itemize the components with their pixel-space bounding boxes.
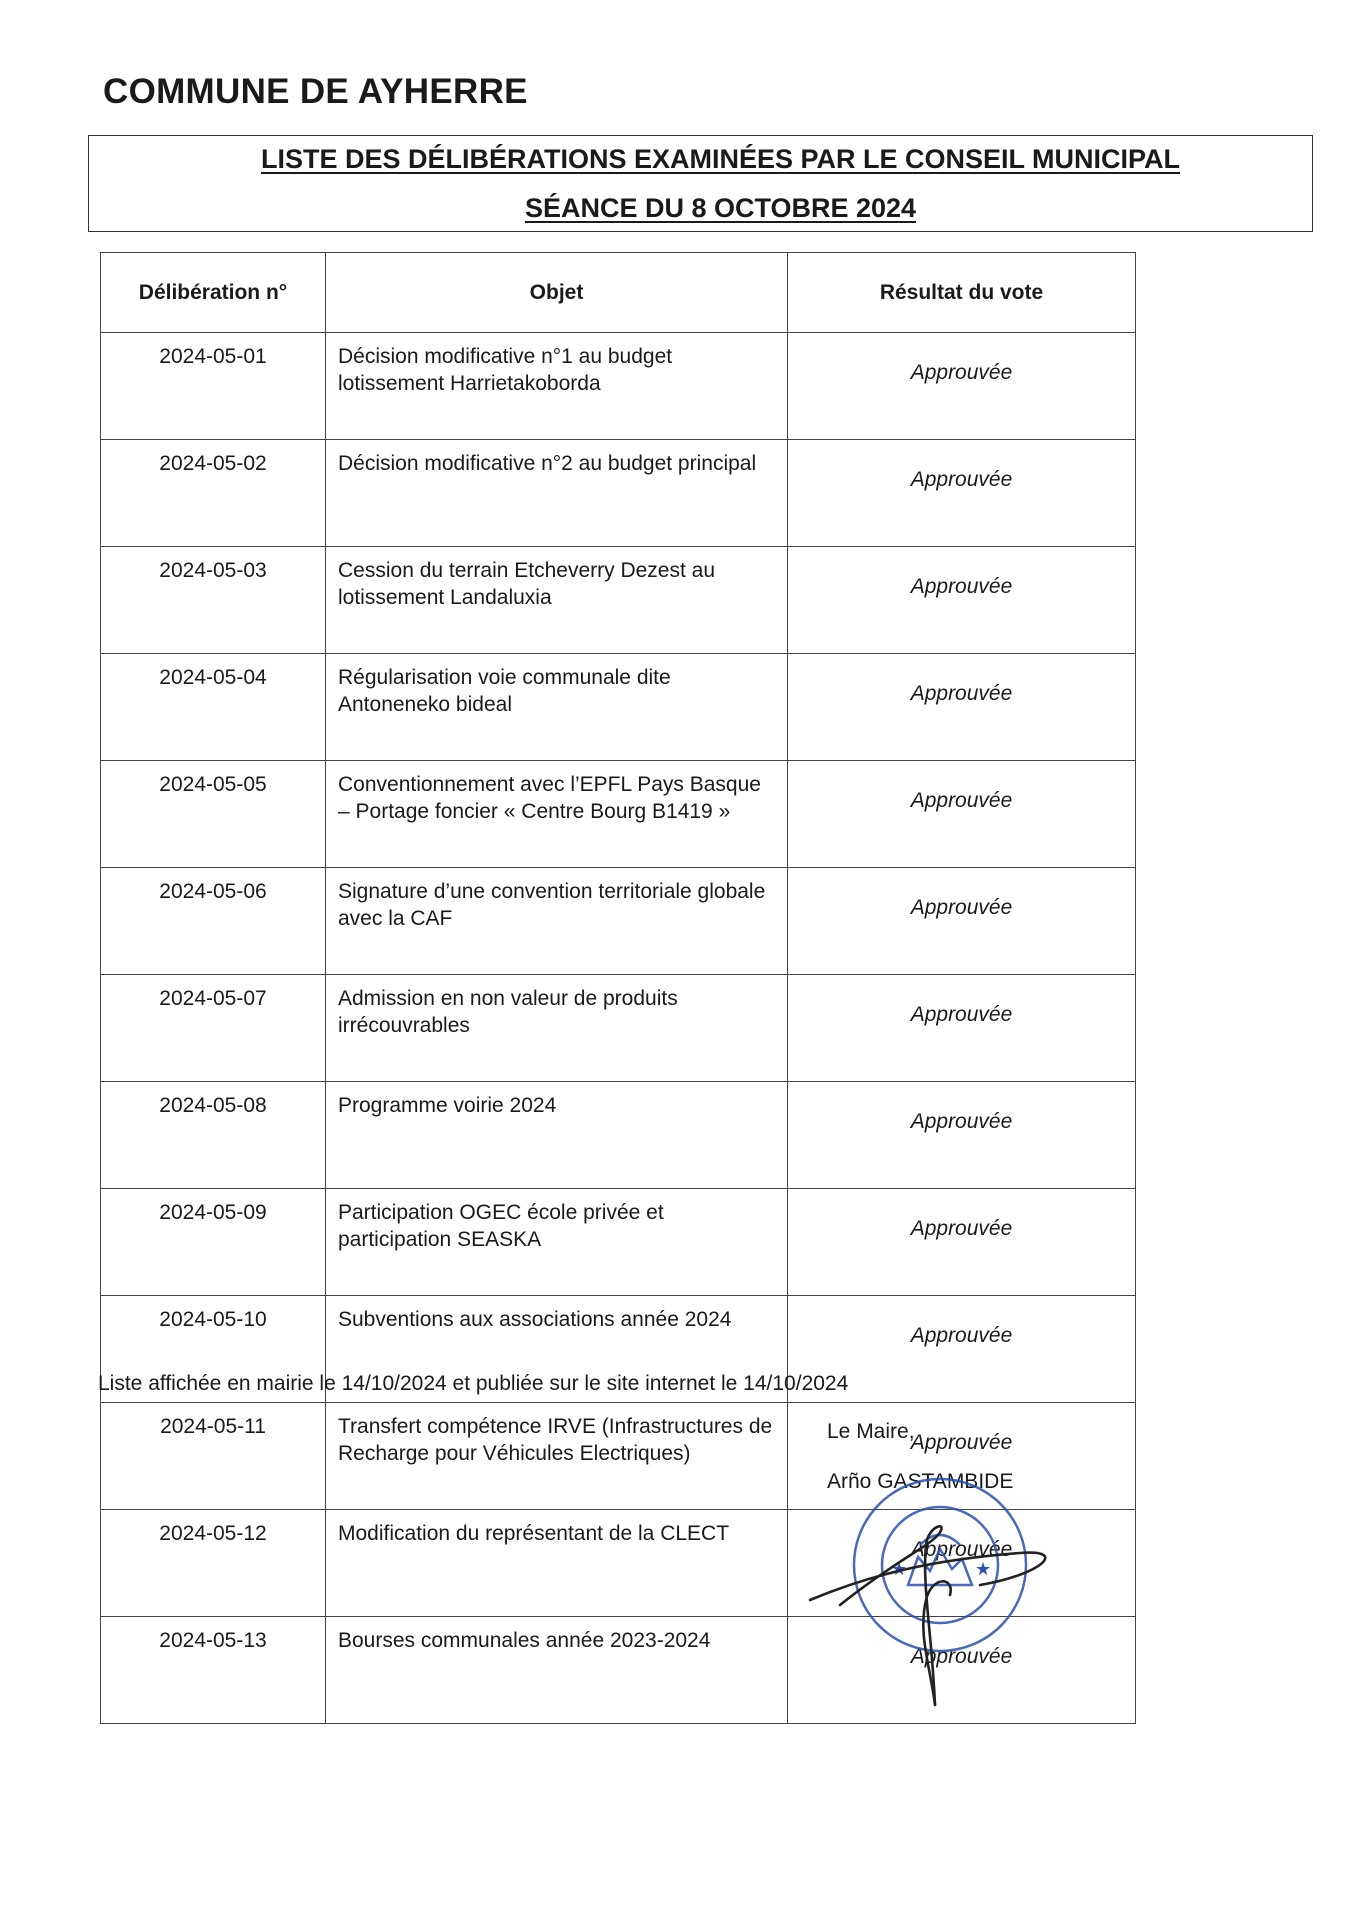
vote-result: Approuvée [788, 333, 1136, 440]
deliberation-number: 2024-05-05 [101, 761, 326, 868]
vote-result: Approuvée [788, 868, 1136, 975]
deliberation-number: 2024-05-09 [101, 1189, 326, 1296]
vote-result: Approuvée [788, 654, 1136, 761]
deliberation-number: 2024-05-11 [101, 1403, 326, 1510]
deliberation-object: Bourses communales année 2023-2024 [326, 1617, 788, 1724]
deliberation-number: 2024-05-10 [101, 1296, 326, 1403]
deliberation-object: Participation OGEC école privée et participation SEASKA [326, 1189, 788, 1296]
deliberation-object: Transfert compétence IRVE (Infrastructures de Recharge pour Véhicules Electriques) [326, 1403, 788, 1510]
vote-result: Approuvée [788, 975, 1136, 1082]
vote-result: Approuvée [788, 1082, 1136, 1189]
signatory-name: Arño GASTAMBIDE [827, 1470, 1014, 1493]
table-row [101, 547, 1136, 654]
deliberation-number: 2024-05-12 [101, 1510, 326, 1617]
vote-result: Approuvée [788, 761, 1136, 868]
deliberation-object: Programme voirie 2024 [326, 1082, 788, 1189]
vote-result: Approuvée [788, 440, 1136, 547]
header-objet: Objet [326, 253, 788, 333]
vote-result: Approuvée [788, 1510, 1136, 1617]
deliberation-number: 2024-05-13 [101, 1617, 326, 1724]
table-row [101, 1082, 1136, 1189]
header-resultat: Résultat du vote [788, 253, 1136, 333]
vote-result: Approuvée [788, 1296, 1136, 1403]
deliberation-number: 2024-05-04 [101, 654, 326, 761]
deliberation-number: 2024-05-08 [101, 1082, 326, 1189]
table-row [101, 654, 1136, 761]
vote-result: Approuvée [788, 1403, 1136, 1510]
publication-note: Liste affichée en mairie le 14/10/2024 et publiée sur le site internet le 14/10/2024 [98, 1372, 849, 1395]
deliberation-number: 2024-05-06 [101, 868, 326, 975]
table-row [101, 440, 1136, 547]
svg-text:★: ★ [891, 1559, 908, 1580]
deliberation-object: Décision modificative n°1 au budget lotissement Harrietakoborda [326, 333, 788, 440]
signatory-role: Le Maire, [827, 1420, 915, 1443]
vote-result: Approuvée [788, 547, 1136, 654]
document-title: LISTE DES DÉLIBÉRATIONS EXAMINÉES PAR LE CONSEIL MUNICIPAL [260, 144, 1181, 174]
commune-title: COMMUNE DE AYHERRE [103, 72, 528, 111]
deliberation-number: 2024-05-02 [101, 440, 326, 547]
vote-result: Approuvée [788, 1189, 1136, 1296]
deliberation-number: 2024-05-03 [101, 547, 326, 654]
deliberation-object: Admission en non valeur de produits irrécouvrables [326, 975, 788, 1082]
table-row [101, 1189, 1136, 1296]
title-box [88, 135, 1313, 232]
svg-text:★: ★ [975, 1559, 992, 1580]
table-header-row [101, 253, 1136, 333]
deliberation-object: Modification du représentant de la CLECT [326, 1510, 788, 1617]
header-deliberation: Délibération n° [101, 253, 326, 333]
table-row [101, 975, 1136, 1082]
table-row [101, 333, 1136, 440]
deliberation-object: Conventionnement avec l’EPFL Pays Basque – Portage foncier « Centre Bourg B1419 » [326, 761, 788, 868]
deliberation-number: 2024-05-01 [101, 333, 326, 440]
vote-result: Approuvée [788, 1617, 1136, 1724]
deliberation-object: Décision modificative n°2 au budget principal [326, 440, 788, 547]
deliberation-number: 2024-05-07 [101, 975, 326, 1082]
deliberation-object: Cession du terrain Etcheverry Dezest au lotissement Landaluxia [326, 547, 788, 654]
deliberation-object: Régularisation voie communale dite Antoneneko bideal [326, 654, 788, 761]
deliberation-object: Signature d’une convention territoriale globale avec la CAF [326, 868, 788, 975]
table-row [101, 868, 1136, 975]
table-row [101, 761, 1136, 868]
mairie-stamp-icon [800, 1465, 1060, 1715]
deliberation-object: Subventions aux associations année 2024 [326, 1296, 788, 1403]
session-date: SÉANCE DU 8 OCTOBRE 2024 [524, 193, 917, 223]
